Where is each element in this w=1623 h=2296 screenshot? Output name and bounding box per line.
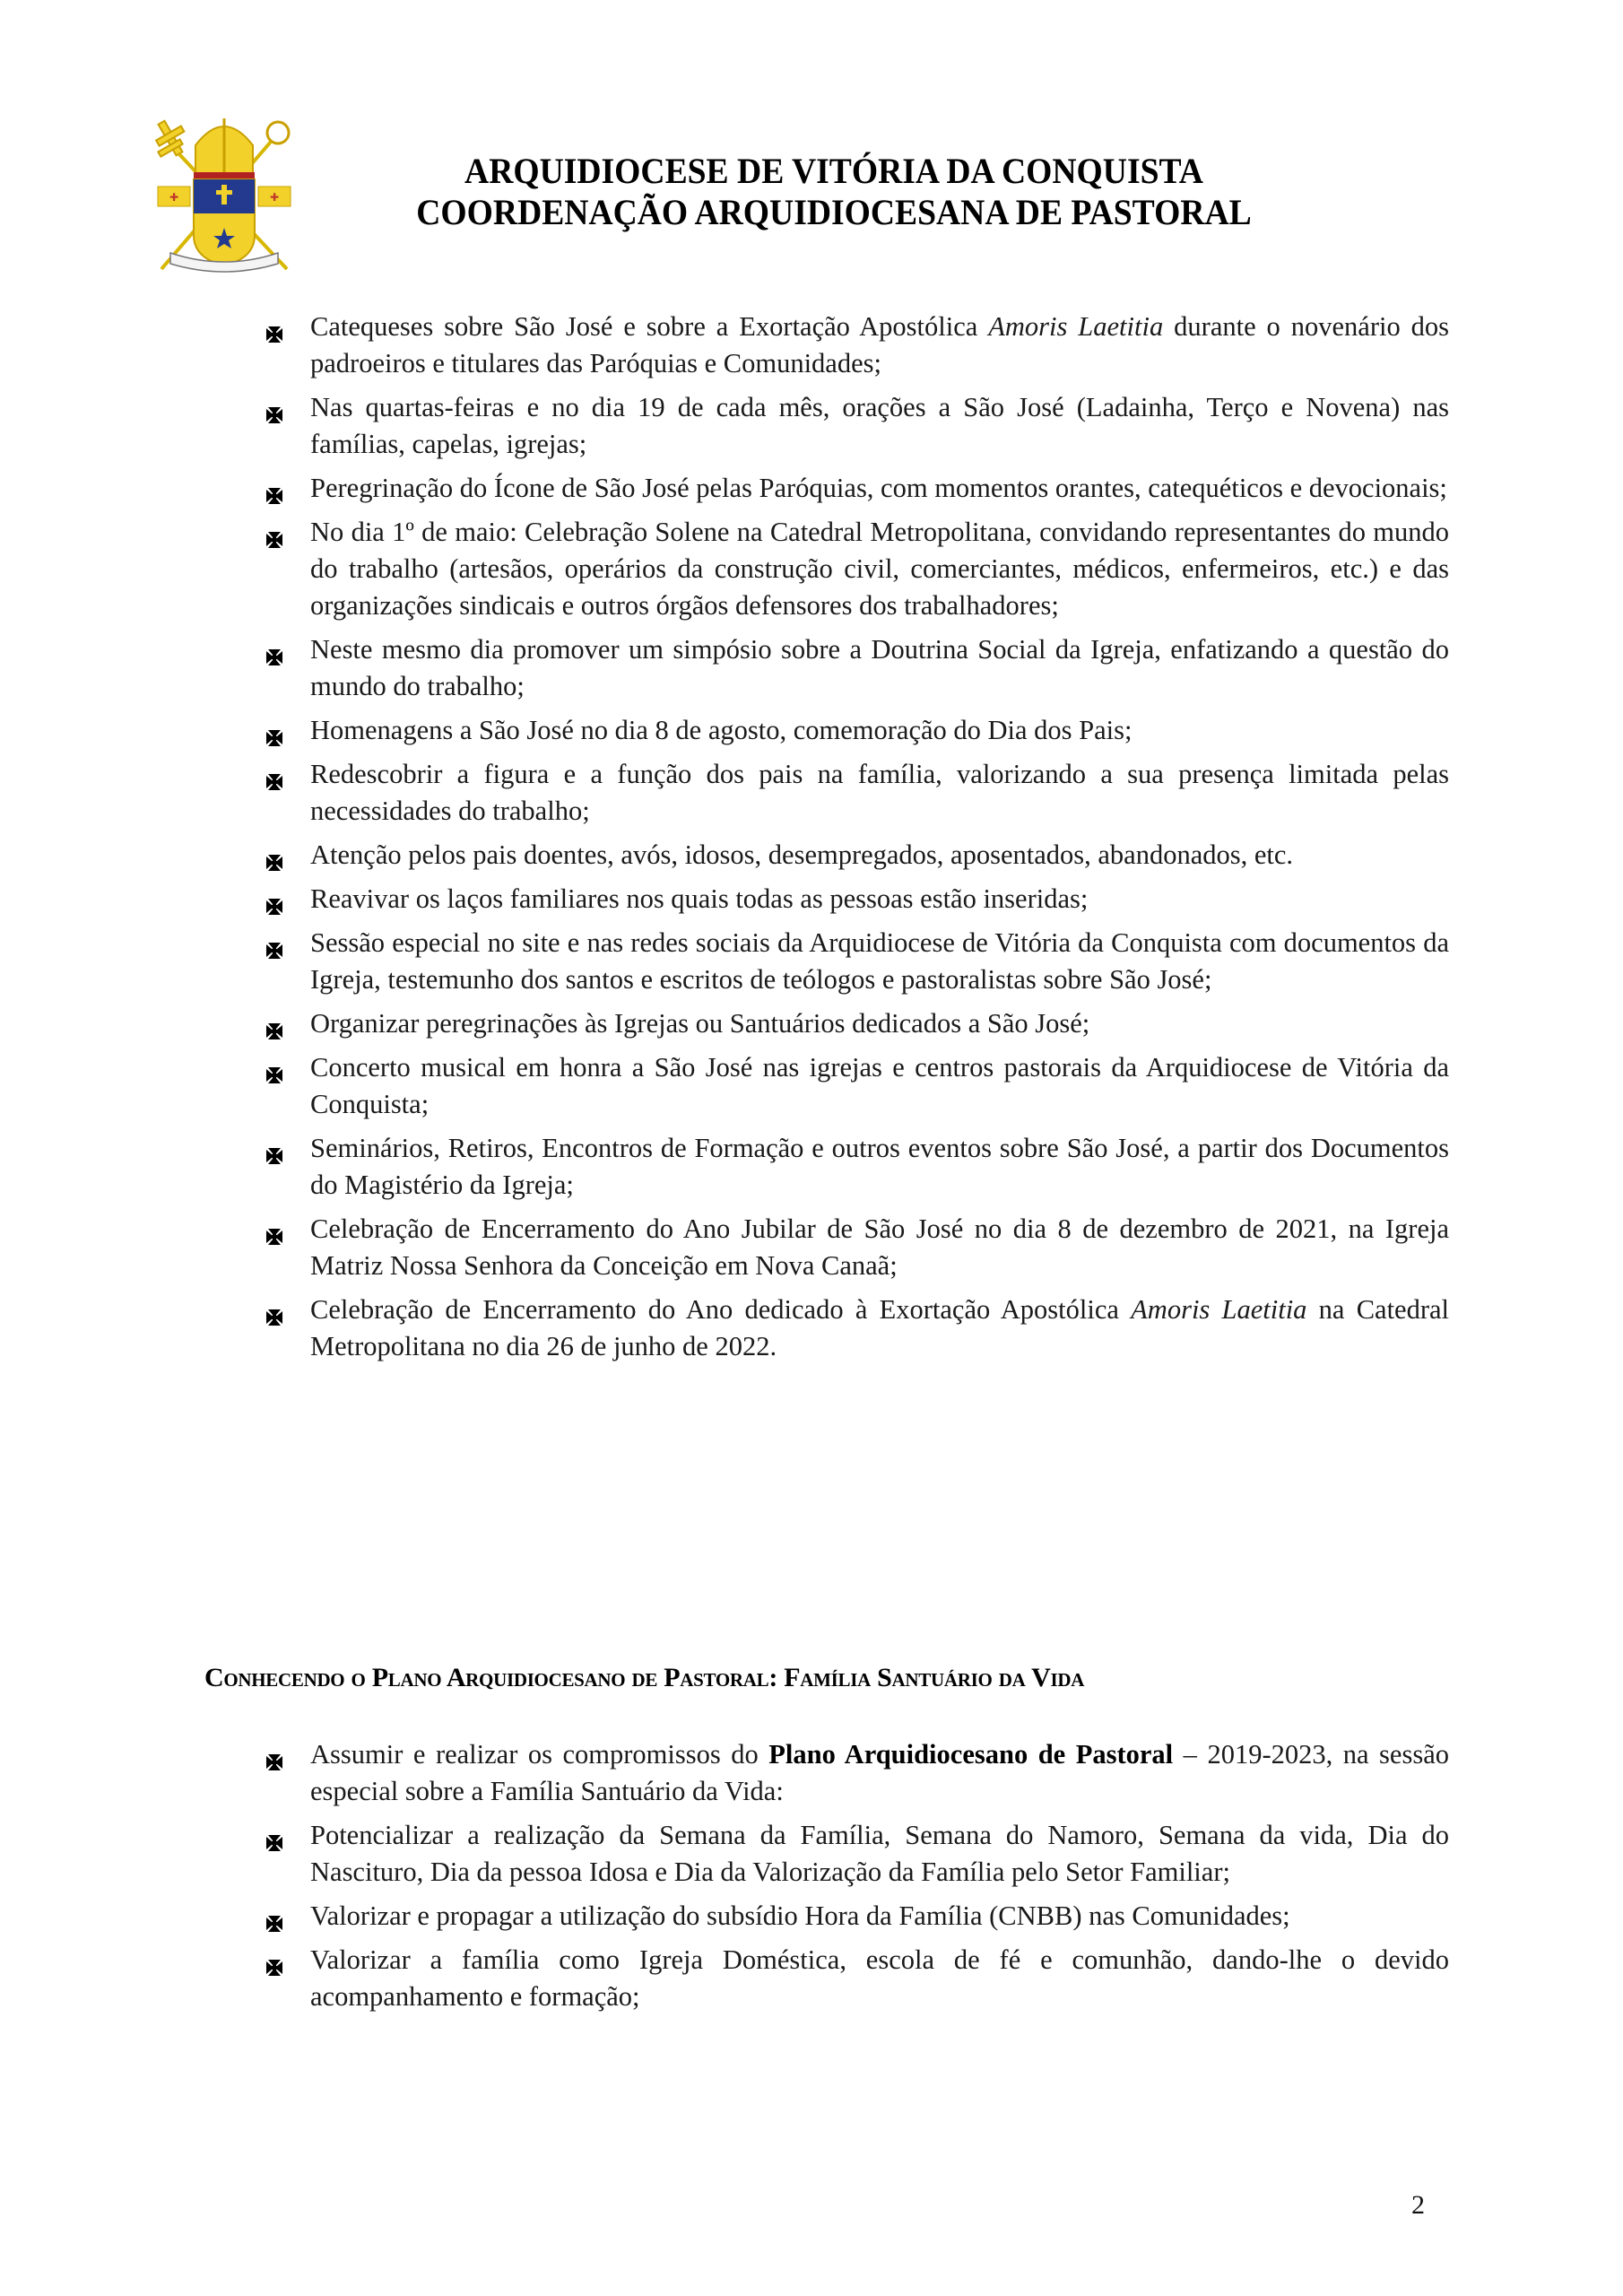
list-item-italic-text: Amoris Laetitia: [1131, 1294, 1307, 1325]
list-item: [265, 514, 1449, 624]
list-item: [265, 1005, 1449, 1042]
header-title-line-2: COORDENAÇÃO ARQUIDIOCESANA DE PASTORAL: [416, 192, 1252, 232]
document-header: [370, 151, 1298, 233]
maltese-cross-icon: [265, 639, 283, 657]
maltese-cross-icon: [265, 1219, 283, 1237]
list-item: [265, 1049, 1449, 1123]
maltese-cross-icon: [265, 1013, 283, 1031]
list-item: [265, 470, 1449, 507]
list-item: [265, 1736, 1449, 1810]
maltese-cross-icon: [265, 522, 283, 540]
list-item: [265, 756, 1449, 830]
list-item-text: Homenagens a São José no dia 8 de agosto, comemoração do Dia dos Pais;: [310, 715, 1133, 745]
maltese-cross-icon: [265, 397, 283, 415]
list-item: [265, 1942, 1449, 2015]
list-item: [265, 1817, 1449, 1891]
list-item-text: Potencializar a realização da Semana da Família, Semana do Namoro, Semana da vida, Dia do Nascituro, Dia da pessoa Idosa e Dia da Valorização da Família pelo Setor Familiar;: [310, 1820, 1449, 1887]
header-title-line-1: ARQUIDIOCESE DE VITÓRIA DA CONQUISTA: [464, 151, 1203, 191]
list-item-text: Atenção pelos pais doentes, avós, idosos, desempregados, aposentados, abandonados, etc.: [310, 839, 1294, 870]
list-item: [265, 837, 1449, 874]
archdiocese-coat-of-arms-icon: [143, 100, 305, 280]
list-item-text-continued: – 2019-2023, na sessão especial sobre a Família Santuário da Vida:: [310, 1739, 1449, 1806]
svg-text:✚: ✚: [269, 191, 280, 204]
list-item: [265, 1130, 1449, 1204]
maltese-cross-icon: [265, 933, 283, 951]
list-item-text: Sessão especial no site e nas redes sociais da Arquidiocese de Vitória da Conquista com documentos da Igreja, testemunho dos santos e escritos de teólogos e pastoralistas sobre São José;: [310, 927, 1449, 995]
list-item-text: Assumir e realizar os compromissos do: [310, 1739, 769, 1770]
list-item-text: Catequeses sobre São José e sobre a Exortação Apostólica: [310, 311, 989, 342]
list-item: [265, 1211, 1449, 1284]
list-item: [265, 631, 1449, 705]
list-item-text: Redescobrir a figura e a função dos pais na família, valorizando a sua presença limitada pelas necessidades do trabalho;: [310, 759, 1449, 826]
list-item-text: Celebração de Encerramento do Ano dedicado à Exortação Apostólica: [310, 1294, 1132, 1325]
list-item-text: Seminários, Retiros, Encontros de Formação e outros eventos sobre São José, a partir dos Documentos do Magistério da Igreja;: [310, 1133, 1449, 1200]
list-item-text-continued: na Catedral Metropolitana no dia 26 de junho de 2022.: [310, 1294, 1450, 1361]
maltese-cross-icon: [265, 1744, 283, 1762]
list-item-text: Concerto musical em honra a São José nas igrejas e centros pastorais da Arquidiocese de Vitória da Conquista;: [310, 1052, 1449, 1119]
list-item: [265, 712, 1449, 749]
list-item-text: Nas quartas-feiras e no dia 19 de cada mês, orações a São José (Ladainha, Terço e Novena) nas famílias, capelas, igrejas;: [310, 392, 1449, 459]
section-heading: Conhecendo o Plano Arquidiocesano de Pastoral: Família Santuário da Vida: [204, 1663, 1085, 1692]
maltese-cross-icon: [265, 720, 283, 738]
list-item: [265, 1292, 1449, 1365]
maltese-cross-icon: [265, 1825, 283, 1843]
list-item-text: No dia 1º de maio: Celebração Solene na Catedral Metropolitana, convidando representantes do mundo do trabalho (artesãos, operários da construção civil, comerciantes, médicos, enfermeiros, etc.) e das organizações sindicais e outros órgãos defensores dos trabalhadores;: [310, 517, 1449, 621]
maltese-cross-icon: [265, 317, 283, 335]
maltese-cross-icon: [265, 1057, 283, 1075]
list-item-text: Valorizar a família como Igreja Doméstica, escola de fé e comunhão, dando-lhe o devido acompanhamento e formação;: [310, 1944, 1449, 2012]
maltese-cross-icon: [265, 764, 283, 782]
list-item: [265, 1898, 1449, 1935]
list-item-text: Peregrinação do Ícone de São José pelas Paróquias, com momentos orantes, catequéticos e devocionais;: [310, 473, 1447, 503]
maltese-cross-icon: [265, 478, 283, 496]
list-item: [265, 881, 1449, 918]
list-item-text: Valorizar e propagar a utilização do subsídio Hora da Família (CNBB) nas Comunidades;: [310, 1900, 1290, 1931]
list-item: [265, 925, 1449, 998]
list-item-text-continued: durante o novenário dos padroeiros e titulares das Paróquias e Comunidades;: [310, 311, 1450, 378]
list-item: [265, 389, 1449, 463]
list-item-text: Neste mesmo dia promover um simpósio sobre a Doutrina Social da Igreja, enfatizando a questão do mundo do trabalho;: [310, 634, 1449, 701]
maltese-cross-icon: [265, 1950, 283, 1968]
list-item-text: Reavivar os laços familiares nos quais todas as pessoas estão inseridas;: [310, 883, 1089, 914]
svg-text:✚: ✚: [169, 191, 179, 204]
activities-list: [265, 309, 1449, 1372]
maltese-cross-icon: [265, 1906, 283, 1924]
list-item-bold-text: Plano Arquidiocesano de Pastoral: [768, 1739, 1174, 1770]
list-item-italic-text: Amoris Laetitia: [988, 311, 1164, 342]
maltese-cross-icon: [265, 1300, 283, 1318]
maltese-cross-icon: [265, 1138, 283, 1156]
list-item: [265, 309, 1449, 382]
pastoral-plan-list: [265, 1736, 1449, 2022]
list-item-text: Celebração de Encerramento do Ano Jubilar de São José no dia 8 de dezembro de 2021, na Igreja Matriz Nossa Senhora da Conceição em Nova Canaã;: [310, 1213, 1449, 1281]
page-number: 2: [1411, 2190, 1425, 2220]
maltese-cross-icon: [265, 845, 283, 863]
maltese-cross-icon: [265, 889, 283, 907]
list-item-text: Organizar peregrinações às Igrejas ou Santuários dedicados a São José;: [310, 1008, 1090, 1039]
